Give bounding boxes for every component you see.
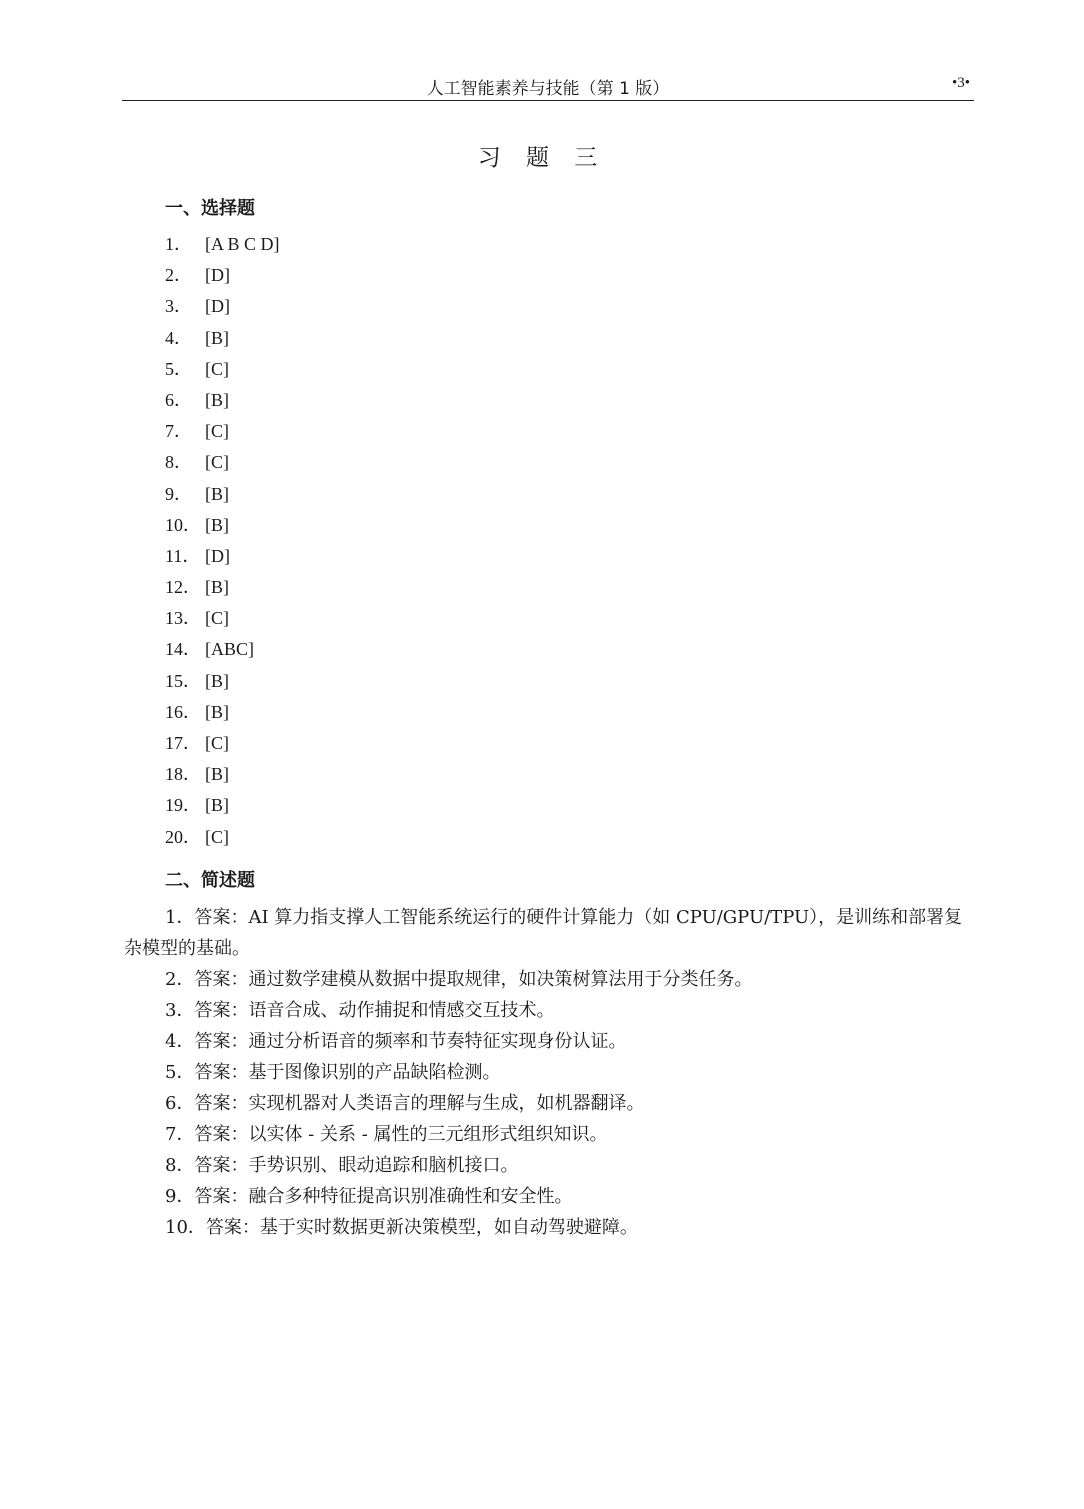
item-answer: [C] — [205, 826, 229, 847]
item-answer: [B] — [205, 701, 229, 722]
page-number: •3• — [951, 75, 970, 91]
list-item — [165, 292, 280, 323]
item-answer: [D] — [205, 265, 230, 286]
section-heading-short-answer: 二、简述题 — [165, 870, 255, 891]
item-answer: [C] — [205, 733, 229, 753]
list-item — [165, 230, 280, 261]
item-number: 1． — [165, 234, 192, 254]
item-answer: [C] — [205, 358, 229, 379]
choice-answer-list — [165, 230, 280, 854]
list-item — [165, 604, 280, 635]
item-number: 8． — [165, 452, 192, 473]
answer-paragraph: 6．答案：实现机器对人类语言的理解与生成，如机器翻译。 — [165, 1093, 645, 1114]
item-answer: [A B C D] — [205, 234, 280, 254]
item-answer: [B] — [205, 389, 229, 410]
book-title: 人工智能素养与技能（第 1 版） — [426, 79, 670, 99]
answer-paragraph: 2．答案：通过数学建模从数据中提取规律，如决策树算法用于分类任务。 — [165, 969, 753, 990]
item-answer: [B] — [205, 514, 229, 535]
item-number: 19． — [165, 795, 201, 816]
list-item — [165, 635, 280, 666]
item-number: 17． — [165, 733, 201, 753]
item-number: 18． — [165, 764, 201, 785]
item-number: 7． — [165, 421, 192, 442]
list-item — [165, 667, 280, 698]
answer-paragraph: 7．答案：以实体 - 关系 - 属性的三元组形式组织知识。 — [165, 1124, 608, 1145]
answer-paragraph: 4．答案：通过分析语音的频率和节奏特征实现身份认证。 — [165, 1031, 627, 1052]
list-item — [165, 791, 280, 822]
section-heading-choice: 一、选择题 — [165, 198, 255, 219]
answer-paragraph: 3．答案：语音合成、动作捕捉和情感交互技术。 — [165, 1000, 555, 1021]
answer-paragraph: 10．答案：基于实时数据更新决策模型，如自动驾驶避障。 — [165, 1217, 638, 1238]
item-answer: [B] — [205, 795, 229, 816]
list-item — [165, 729, 280, 760]
item-number: 16． — [165, 701, 201, 722]
item-answer: [B] — [205, 327, 229, 348]
item-answer: [B] — [205, 670, 229, 691]
item-answer: [ABC] — [205, 639, 254, 660]
item-number: 2． — [165, 265, 192, 286]
item-answer: [C] — [205, 421, 229, 442]
answer-paragraph: 8．答案：手势识别、眼动追踪和脑机接口。 — [165, 1155, 519, 1176]
item-answer: [B] — [205, 577, 229, 598]
item-answer: [C] — [205, 452, 229, 473]
item-number: 11． — [165, 545, 201, 566]
item-number: 3． — [165, 296, 192, 317]
item-number: 15． — [165, 670, 201, 691]
item-number: 9． — [165, 483, 192, 504]
list-item — [165, 417, 280, 448]
list-item — [165, 448, 280, 479]
list-item — [165, 823, 280, 854]
list-item — [165, 573, 280, 604]
item-answer: [B] — [205, 764, 229, 785]
item-number: 4． — [165, 327, 192, 348]
list-item — [165, 511, 280, 542]
short-answer-list — [124, 902, 974, 1243]
page-header — [122, 72, 974, 101]
item-answer: [C] — [205, 608, 229, 629]
list-item — [165, 760, 280, 791]
list-item — [165, 386, 280, 417]
answer-paragraph: 9．答案：融合多种特征提高识别准确性和安全性。 — [165, 1186, 573, 1207]
answer-paragraph: 1．答案：AI 算力指支撑人工智能系统运行的硬件计算能力（如 CPU/GPU/TPU），是训练和部署复杂模型的基础。 — [124, 907, 963, 959]
list-item — [165, 261, 280, 292]
list-item — [165, 355, 280, 386]
item-number: 5． — [165, 358, 192, 379]
chapter-exercise-title: 习 题 三 — [477, 145, 607, 171]
answer-paragraph: 5．答案：基于图像识别的产品缺陷检测。 — [165, 1062, 501, 1083]
item-answer: [D] — [205, 296, 230, 317]
item-number: 20． — [165, 826, 201, 847]
item-number: 6． — [165, 389, 192, 410]
item-number: 13． — [165, 608, 201, 629]
item-number: 12． — [165, 577, 201, 598]
list-item — [165, 542, 280, 573]
list-item — [165, 324, 280, 355]
item-answer: [D] — [205, 545, 230, 566]
item-answer: [B] — [205, 483, 229, 504]
item-number: 14． — [165, 639, 201, 660]
item-number: 10． — [165, 514, 201, 535]
list-item — [165, 698, 280, 729]
list-item — [165, 480, 280, 511]
